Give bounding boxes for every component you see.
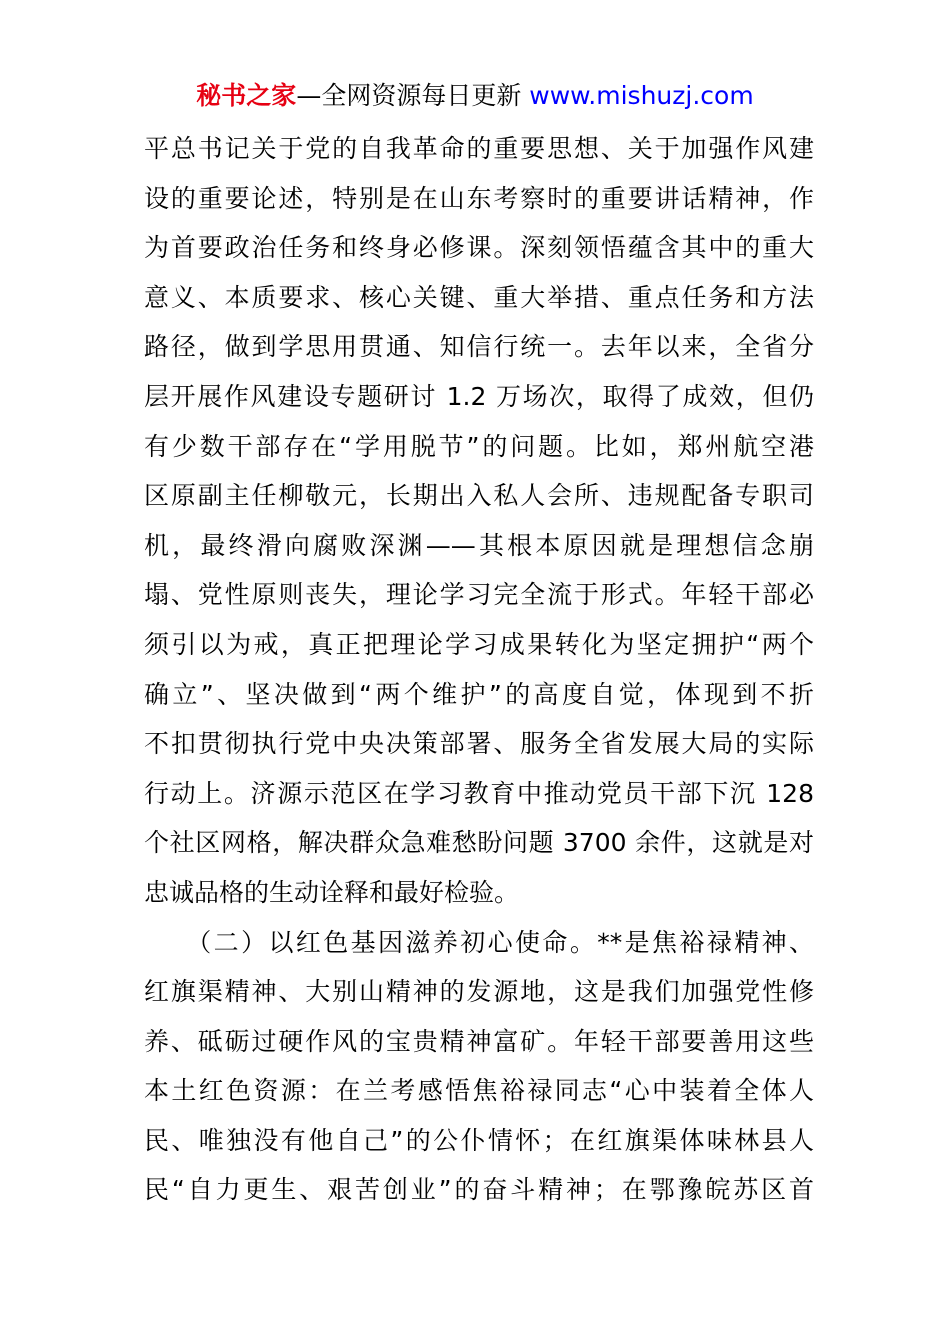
text-line: 为首要政治任务和终身必修课。深刻领悟蕴含其中的重大 <box>144 233 814 263</box>
text-line: 不扣贯彻执行党中央决策部署、服务全省发展大局的实际 <box>144 729 814 759</box>
text-line: 路径，做到学思用贯通、知信行统一。去年以来，全省分 <box>144 332 814 362</box>
text-line: 民、唯独没有他自己”的公仆情怀；在红旗渠体味林县人 <box>144 1125 814 1155</box>
site-header <box>0 76 950 116</box>
text-line: 意义、本质要求、核心关键、重大举措、重点任务和方法 <box>144 282 814 312</box>
text-line: 养、砥砺过硬作风的宝贵精神富矿。年轻干部要善用这些 <box>144 1026 814 1056</box>
text-line: 红旗渠精神、大别山精神的发源地，这是我们加强党性修 <box>144 977 814 1007</box>
site-url-link[interactable]: www.mishuzj.com <box>529 81 754 110</box>
text-line: 个社区网格，解决群众急难愁盼问题 3700 余件，这就是对 <box>144 828 814 858</box>
text-line: 设的重要论述，特别是在山东考察时的重要讲话精神，作 <box>144 183 814 213</box>
site-tagline: —全网资源每日更新 <box>296 81 530 110</box>
text-line: 塌、党性原则丧失，理论学习完全流于形式。年轻干部必 <box>144 580 814 610</box>
site-brand: 秘书之家 <box>196 81 297 110</box>
text-line: 平总书记关于党的自我革命的重要思想、关于加强作风建 <box>144 134 814 163</box>
text-line: 行动上。济源示范区在学习教育中推动党员干部下沉 128 <box>144 778 814 808</box>
paragraph-end-line: 忠诚品格的生动诠释和最好检验。 <box>144 877 520 907</box>
text-line: 民“自力更生、艰苦创业”的奋斗精神；在鄂豫皖苏区首 <box>144 1175 814 1205</box>
section-heading-line: （二）以红色基因滋养初心使命。**是焦裕禄精神、 <box>144 927 814 957</box>
text-line: 须引以为戒，真正把理论学习成果转化为坚定拥护“两个 <box>144 629 814 659</box>
text-line: 确立”、坚决做到“两个维护”的高度自觉，体现到不折 <box>144 679 814 709</box>
text-line: 有少数干部存在“学用脱节”的问题。比如，郑州航空港 <box>144 431 814 461</box>
text-line: 层开展作风建设专题研讨 1.2 万场次，取得了成效，但仍 <box>144 381 814 411</box>
text-line: 本土红色资源：在兰考感悟焦裕禄同志“心中装着全体人 <box>144 1076 814 1106</box>
text-line: 区原副主任柳敬元，长期出入私人会所、违规配备专职司 <box>144 481 814 511</box>
document-body <box>144 124 814 1215</box>
text-line: 机，最终滑向腐败深渊——其根本原因就是理想信念崩 <box>144 530 814 560</box>
